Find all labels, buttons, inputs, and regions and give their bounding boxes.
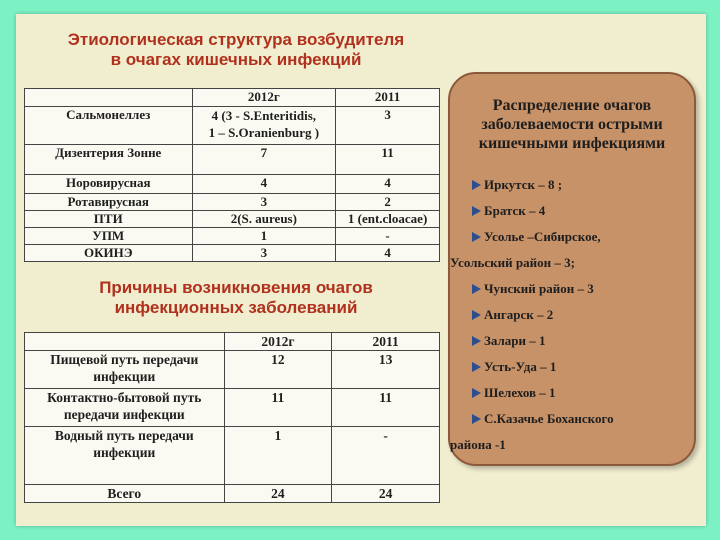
table-header-2011: 2011	[336, 89, 440, 107]
arrow-bullet-icon	[472, 310, 481, 320]
table-cell: 1	[224, 427, 332, 485]
table-cell: 11	[336, 145, 440, 175]
table-cell: Пищевой путь передачи инфекции	[25, 351, 225, 389]
distribution-title-line-2: заболеваемости острыми	[481, 116, 663, 133]
table-cell: Водный путь передачи инфекции	[25, 427, 225, 485]
table-cell: 7	[192, 145, 336, 175]
table-cell: 4	[336, 245, 440, 262]
arrow-bullet-icon	[472, 180, 481, 190]
arrow-bullet-icon	[472, 362, 481, 372]
table-row	[25, 351, 440, 389]
table-row	[25, 228, 440, 245]
table-cell: 1	[192, 228, 336, 245]
table-cell: -	[336, 228, 440, 245]
distribution-title-line-3: кишечными инфекциями	[478, 135, 666, 152]
list-item: Ангарск – 2	[472, 302, 688, 328]
etiology-table	[24, 88, 440, 262]
table-row	[25, 245, 440, 262]
table-cell: Контактно-бытовой путь передачи инфекции	[25, 389, 225, 427]
list-item-continuation: Усольский район – 3;	[450, 255, 575, 270]
causes-title-line-1: Причины возникновения очагов	[99, 278, 373, 297]
table-row	[25, 389, 440, 427]
list-item-continuation: района -1	[450, 437, 506, 452]
table-cell: 11	[224, 389, 332, 427]
list-item: Усолье –Сибирское,	[472, 224, 688, 250]
table-cell: ОКИНЭ	[25, 245, 193, 262]
table-header-2012: 2012г	[192, 89, 336, 107]
table-row	[25, 427, 440, 485]
list-item: Усть-Уда – 1	[472, 354, 688, 380]
table-cell: 2	[336, 194, 440, 211]
causes-table	[24, 332, 440, 503]
table-cell	[25, 89, 193, 107]
arrow-bullet-icon	[472, 388, 481, 398]
slide	[16, 14, 706, 526]
arrow-bullet-icon	[472, 414, 481, 424]
table-cell: 24	[224, 485, 332, 503]
table-cell: 3	[336, 107, 440, 145]
list-item: С.Казачье Боханского	[472, 406, 688, 432]
table-cell: Ротавирусная	[25, 194, 193, 211]
etiology-table-header	[25, 89, 440, 107]
distribution-title	[450, 96, 694, 153]
table-cell: УПМ	[25, 228, 193, 245]
table-cell: Всего	[25, 485, 225, 503]
table-cell: 4	[336, 175, 440, 194]
table-row	[25, 194, 440, 211]
list-item: Братск – 4	[472, 198, 688, 224]
table-cell: 4	[192, 175, 336, 194]
arrow-bullet-icon	[472, 206, 481, 216]
table-cell: 1 (ent.cloacae)	[336, 211, 440, 228]
arrow-bullet-icon	[472, 232, 481, 242]
list-item: Залари – 1	[472, 328, 688, 354]
table-cell: Дизентерия Зонне	[25, 145, 193, 175]
etiology-title	[26, 30, 446, 70]
table-cell: 13	[332, 351, 440, 389]
table-row	[25, 485, 440, 503]
table-row	[25, 145, 440, 175]
causes-title	[26, 278, 446, 318]
arrow-bullet-icon	[472, 284, 481, 294]
table-cell: -	[332, 427, 440, 485]
etiology-title-line-1: Этиологическая структура возбудителя	[67, 30, 405, 49]
table-header-2011: 2011	[332, 333, 440, 351]
table-row	[25, 211, 440, 228]
arrow-bullet-icon	[472, 336, 481, 346]
table-cell: 3	[192, 245, 336, 262]
table-cell: Сальмонеллез	[25, 107, 193, 145]
table-row	[25, 107, 440, 145]
table-header-2012: 2012г	[224, 333, 332, 351]
distribution-list	[450, 172, 688, 458]
causes-table-header	[25, 333, 440, 351]
distribution-panel	[448, 72, 696, 466]
list-item: Иркутск – 8 ;	[472, 172, 688, 198]
list-item: Чунский район – 3	[472, 276, 688, 302]
etiology-title-line-2: в очагах кишечных инфекций	[110, 50, 362, 69]
table-cell	[25, 333, 225, 351]
table-cell: Норовирусная	[25, 175, 193, 194]
table-cell: ПТИ	[25, 211, 193, 228]
table-cell: 3	[192, 194, 336, 211]
table-cell: 12	[224, 351, 332, 389]
table-cell: 4 (3 - S.Enteritidis, 1 – S.Oranienburg )	[192, 107, 336, 145]
table-cell: 24	[332, 485, 440, 503]
table-cell: 2(S. aureus)	[192, 211, 336, 228]
list-item: Шелехов – 1	[472, 380, 688, 406]
causes-title-line-2: инфекционных заболеваний	[114, 298, 358, 317]
table-row	[25, 175, 440, 194]
table-cell: 11	[332, 389, 440, 427]
distribution-title-line-1: Распределение очагов	[492, 97, 652, 114]
